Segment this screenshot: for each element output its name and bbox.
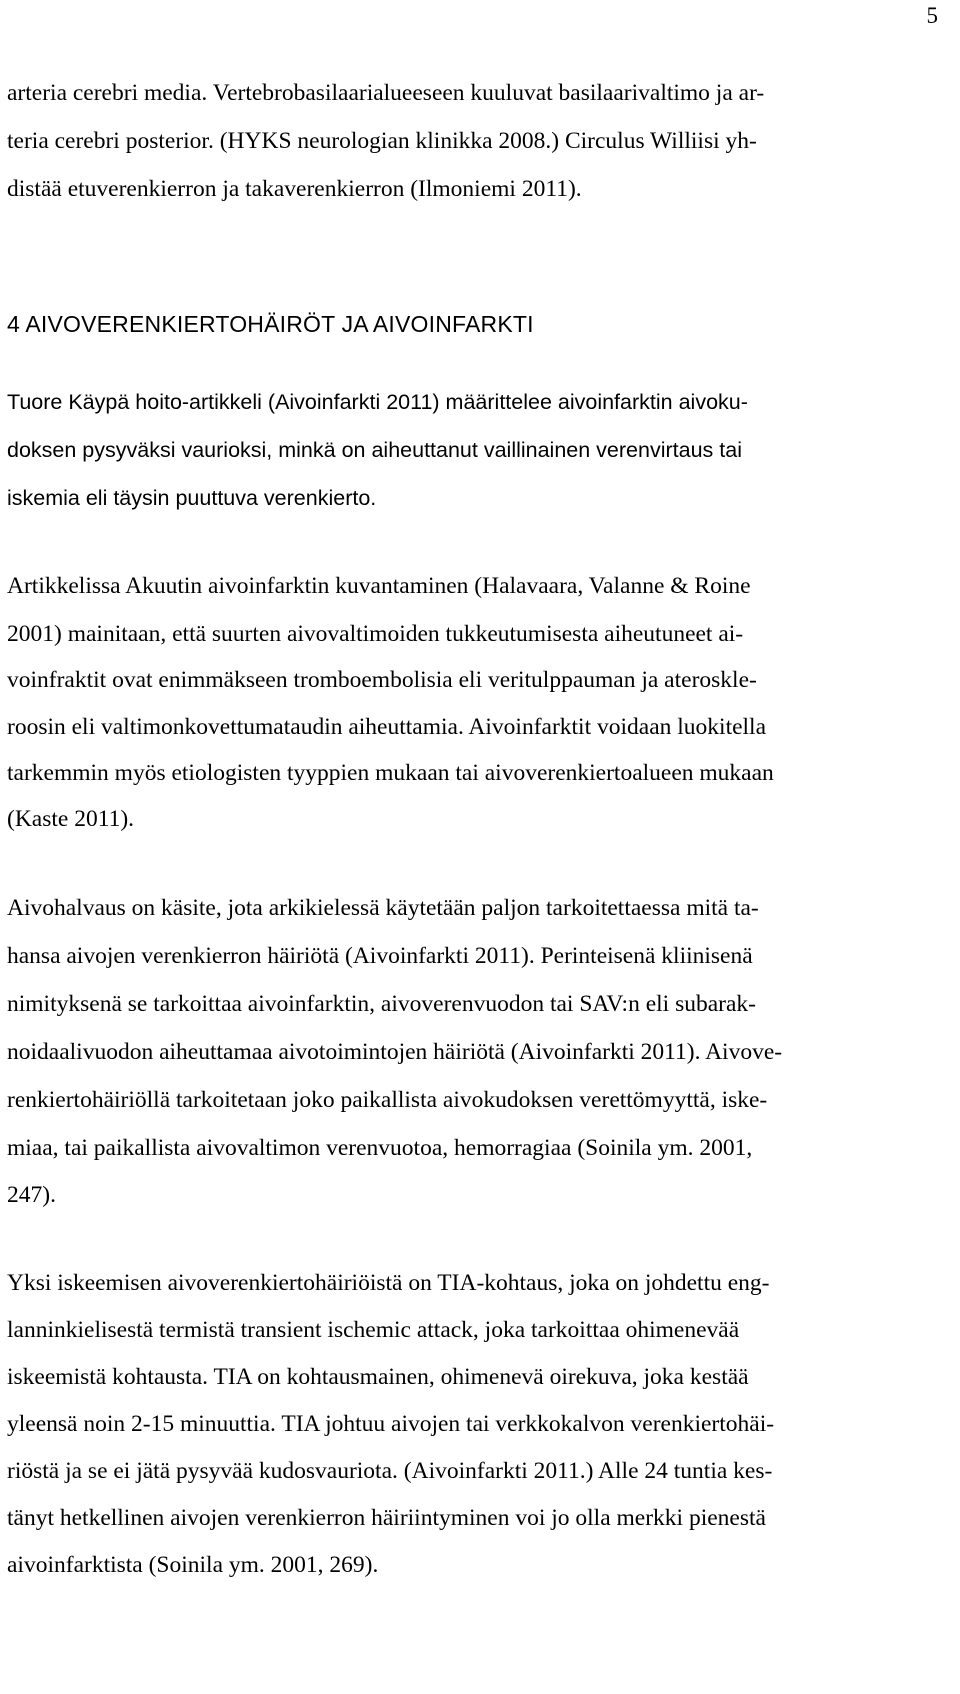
text-line: (Kaste 2011). bbox=[7, 806, 135, 832]
text-line: yleensä noin 2-15 minuuttia. TIA johtuu aivojen tai verkkokalvon verenkiertohäi- bbox=[7, 1411, 775, 1437]
text-line: Yksi iskeemisen aivoverenkiertohäiriöistä on TIA-kohtaus, joka on johdettu eng- bbox=[7, 1270, 770, 1296]
text-line: noidaalivuodon aiheuttamaa aivotoimintojen häiriötä (Aivoinfarkti 2011). Aivove- bbox=[7, 1039, 783, 1065]
text-line: 247). bbox=[7, 1182, 56, 1208]
text-line: Aivohalvaus on käsite, jota arkikielessä käytetään paljon tarkoitettaessa mitä ta- bbox=[7, 895, 759, 921]
text-line: miaa, tai paikallista aivovaltimon verenvuotoa, hemorragiaa (Soinila ym. 2001, bbox=[7, 1135, 753, 1161]
text-line: teria cerebri posterior. (HYKS neurologian klinikka 2008.) Circulus Williisi yh- bbox=[7, 128, 757, 154]
section-heading: 4 AIVOVERENKIERTOHÄIRÖT JA AIVOINFARKTI bbox=[7, 311, 534, 337]
text-line: tarkemmin myös etiologisten tyyppien mukaan tai aivoverenkiertoalueen mukaan bbox=[7, 760, 774, 786]
text-line: lanninkielisestä termistä transient ischemic attack, joka tarkoittaa ohimenevää bbox=[7, 1317, 740, 1343]
text-line: aivoinfarktista (Soinila ym. 2001, 269). bbox=[7, 1552, 379, 1578]
text-line: doksen pysyväksi vaurioksi, minkä on aiheuttanut vaillinainen verenvirtaus tai bbox=[7, 438, 742, 462]
text-line: distää etuverenkierron ja takaverenkierron (Ilmoniemi 2011). bbox=[7, 176, 582, 202]
text-line: arteria cerebri media. Vertebrobasilaarialueeseen kuuluvat basilaarivaltimo ja ar- bbox=[7, 80, 765, 106]
text-line: roosin eli valtimonkovettumataudin aiheuttamia. Aivoinfarktit voidaan luokitella bbox=[7, 714, 767, 740]
page-number: 5 bbox=[926, 3, 938, 28]
text-line: renkiertohäiriöllä tarkoitetaan joko paikallista aivokudoksen verettömyyttä, iske- bbox=[7, 1087, 768, 1113]
text-line: nimityksenä se tarkoittaa aivoinfarktin, aivoverenvuodon tai SAV:n eli subarak- bbox=[7, 991, 756, 1017]
text-line: riöstä ja se ei jätä pysyvää kudosvauriota. (Aivoinfarkti 2011.) Alle 24 tuntia kes- bbox=[7, 1458, 773, 1484]
text-line: hansa aivojen verenkierron häiriötä (Aivoinfarkti 2011). Perinteisenä kliinisenä bbox=[7, 943, 753, 969]
text-line: voinfraktit ovat enimmäkseen tromboembolisia eli veritulppauman ja ateroskle- bbox=[7, 667, 757, 693]
text-line: 2001) mainitaan, että suurten aivovaltimoiden tukkeutumisesta aiheutuneet ai- bbox=[7, 621, 744, 647]
text-line: Artikkelissa Akuutin aivoinfarktin kuvantaminen (Halavaara, Valanne & Roine bbox=[7, 573, 751, 599]
text-line: iskeemistä kohtausta. TIA on kohtausmainen, ohimenevä oirekuva, joka kestää bbox=[7, 1364, 749, 1390]
text-line: iskemia eli täysin puuttuva verenkierto. bbox=[7, 486, 377, 510]
text-line: tänyt hetkellinen aivojen verenkierron häiriintyminen voi jo olla merkki pienestä bbox=[7, 1505, 766, 1531]
text-line: Tuore Käypä hoito-artikkeli (Aivoinfarkti 2011) määrittelee aivoinfarktin aivoku- bbox=[7, 390, 748, 414]
